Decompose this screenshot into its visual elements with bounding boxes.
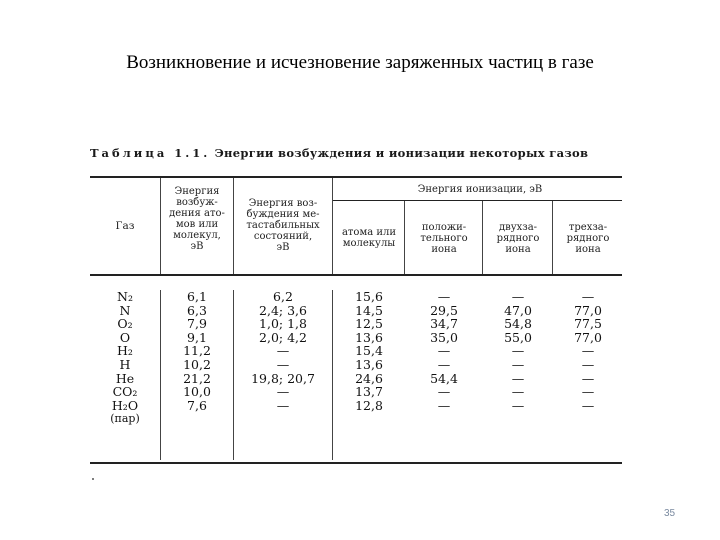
scan-speck (92, 478, 94, 480)
cell-excitation: 7,6 (187, 397, 207, 413)
cell-excitation: 7,9 (187, 316, 207, 332)
cell-metastable: 2,0; 4,2 (259, 329, 307, 345)
cell-double-ion: 54,8 (504, 316, 532, 332)
cell-atom-molecule: 12,8 (355, 397, 383, 413)
cell-triple-ion: — (581, 370, 595, 386)
column-metastable (235, 290, 331, 412)
header-bottom-rule (90, 274, 622, 276)
cell-positive-ion: 29,5 (430, 302, 458, 318)
body-divider (160, 290, 161, 460)
header-divider (482, 201, 483, 274)
table-caption-text: Энергии возбуждения и ионизации некоторых газов (214, 146, 589, 160)
cell-triple-ion: 77,0 (574, 302, 602, 318)
cell-positive-ion: — (437, 397, 451, 413)
cell-double-ion: — (511, 289, 525, 304)
cell-atom-molecule: 13,6 (355, 329, 383, 345)
cell-double-ion: — (511, 356, 525, 372)
table-bottom-rule (90, 462, 622, 464)
cell-excitation: 6,1 (187, 289, 207, 304)
cell-positive-ion: — (437, 289, 451, 304)
header-metastable: Энергия воз- буждения ме- тастабильных состояний, эВ (246, 198, 320, 253)
cell-triple-ion: — (581, 289, 595, 304)
cell-excitation: 9,1 (187, 329, 207, 345)
column-atom-molecule (334, 290, 404, 412)
cell-gas: (пар) (110, 412, 140, 426)
header-divider (233, 178, 234, 274)
cell-positive-ion: — (437, 356, 451, 372)
cell-excitation: 21,2 (183, 370, 211, 386)
cell-triple-ion: — (581, 343, 595, 359)
ionization-group-rule (332, 200, 622, 201)
header-atom-molecule: атома или молекулы (341, 227, 397, 249)
column-excitation (162, 290, 232, 412)
header-ionization-group: Энергия ионизации, эВ (417, 184, 543, 195)
table-top-rule (90, 176, 622, 178)
cell-metastable: — (276, 356, 290, 372)
cell-triple-ion: — (581, 397, 595, 413)
cell-double-ion: 47,0 (504, 302, 532, 318)
cell-gas: CO₂ (112, 384, 138, 400)
cell-positive-ion: 54,4 (430, 370, 458, 386)
cell-triple-ion: 77,5 (574, 316, 602, 332)
cell-positive-ion: — (437, 343, 451, 359)
cell-positive-ion: 35,0 (430, 329, 458, 345)
cell-metastable: — (276, 384, 290, 400)
header-excitation: Энергия возбуж- дения ато- мов или молекул, эВ (169, 186, 225, 252)
cell-gas: O (119, 329, 131, 345)
cell-positive-ion: — (437, 384, 451, 400)
cell-triple-ion: 77,0 (574, 329, 602, 345)
cell-atom-molecule: 12,5 (355, 316, 383, 332)
cell-excitation: 10,0 (183, 384, 211, 400)
cell-gas: H (119, 356, 131, 372)
cell-metastable: 19,8; 20,7 (251, 370, 315, 386)
cell-metastable: 2,4; 3,6 (259, 302, 307, 318)
cell-double-ion: — (511, 343, 525, 359)
cell-double-ion: — (511, 384, 525, 400)
cell-excitation: 11,2 (183, 343, 211, 359)
table-caption (90, 146, 630, 160)
table-caption-lead: Таблица 1.1. (90, 146, 211, 160)
column-positive-ion (406, 290, 482, 412)
slide-title: Возникновение и исчезновение заряженных частиц в газе (126, 52, 594, 73)
header-divider (332, 178, 333, 274)
cell-gas: N₂ (117, 289, 133, 304)
cell-atom-molecule: 13,6 (355, 356, 383, 372)
cell-metastable: 1,0; 1,8 (259, 316, 307, 332)
cell-atom-molecule: 13,7 (355, 384, 383, 400)
column-double-ion (484, 290, 552, 412)
cell-gas: He (115, 370, 135, 386)
column-triple-ion (554, 290, 622, 412)
cell-positive-ion: 34,7 (430, 316, 458, 332)
cell-double-ion: — (511, 397, 525, 413)
cell-atom-molecule: 15,6 (355, 289, 383, 304)
cell-triple-ion: — (581, 356, 595, 372)
cell-metastable: — (276, 397, 290, 413)
cell-double-ion: — (511, 370, 525, 386)
cell-atom-molecule: 14,5 (355, 302, 383, 318)
page-number: 35 (664, 508, 676, 519)
header-divider (552, 201, 553, 274)
header-positive-ion: положи- тельного иона (420, 222, 468, 255)
header-divider (404, 201, 405, 274)
header-gas: Газ (115, 220, 135, 232)
cell-metastable: — (276, 343, 290, 359)
header-double-ion: двухза- рядного иона (496, 222, 540, 255)
cell-metastable: 6,2 (273, 289, 293, 304)
cell-gas: O₂ (117, 316, 133, 332)
cell-gas: N (119, 302, 131, 318)
cell-gas: H₂O (111, 397, 139, 413)
column-gas (96, 290, 154, 426)
cell-triple-ion: — (581, 384, 595, 400)
cell-double-ion: 55,0 (504, 329, 532, 345)
cell-atom-molecule: 15,4 (355, 343, 383, 359)
header-triple-ion: трехза- рядного иона (566, 222, 610, 255)
cell-gas: H₂ (117, 343, 133, 359)
header-divider (160, 178, 161, 274)
cell-atom-molecule: 24,6 (355, 370, 383, 386)
cell-excitation: 6,3 (187, 302, 207, 318)
cell-excitation: 10,2 (183, 356, 211, 372)
body-divider (233, 290, 234, 460)
body-divider (332, 290, 333, 460)
